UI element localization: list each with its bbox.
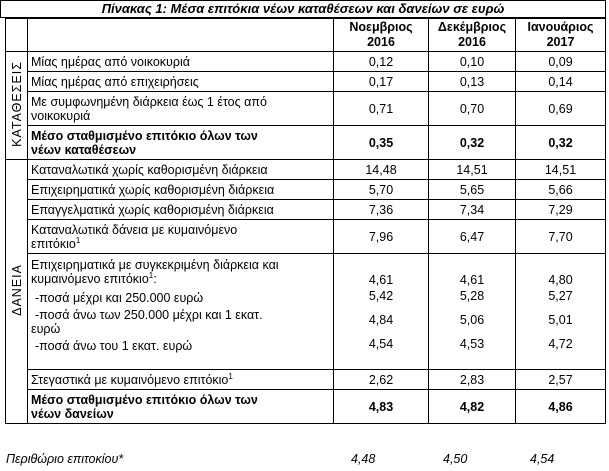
footer-label: Περιθώριο επιτοκίου* xyxy=(6,452,124,466)
table-cell: 2,83 xyxy=(429,370,516,390)
table-cell: 14,48 xyxy=(334,160,429,180)
table-cell: 7,96 xyxy=(334,220,429,254)
row-label-line: Μέσο σταθμισμένο επιτόκιο όλων των xyxy=(31,392,258,407)
cell-value: 4,84 xyxy=(368,313,394,327)
row-label xyxy=(28,390,334,424)
column-header-jan-2017 xyxy=(516,19,606,52)
table-row xyxy=(6,160,606,180)
footnote-marker: 1 xyxy=(75,235,81,245)
row-label xyxy=(28,92,334,126)
column-header-nov-2016 xyxy=(334,19,429,52)
column-header-dec-2016 xyxy=(429,19,516,52)
row-label: Μίας ημέρας από νοικοκυριά xyxy=(28,52,334,72)
row-label-text: επιτόκιο xyxy=(31,236,76,251)
row-label-line: νέων δανείων xyxy=(31,406,114,421)
row-label-line: Επιχειρηματικά με συγκεκριμένη διάρκεια και xyxy=(31,258,279,272)
column-header-line: Δεκέμβριος xyxy=(437,20,507,34)
table-cell: 14,51 xyxy=(429,160,516,180)
cell-value: 5,42 xyxy=(368,289,394,303)
table-cell: 2,62 xyxy=(334,370,429,390)
table-cell: 4,83 xyxy=(334,390,429,424)
table-cell: 5,65 xyxy=(429,180,516,200)
row-label-line: Μέσο σταθμισμένο επιτόκιο όλων των xyxy=(31,128,258,143)
footer-row xyxy=(0,450,609,470)
table-cell: 0,09 xyxy=(516,52,606,72)
table-cell: 5,70 xyxy=(334,180,429,200)
row-label: Καταναλωτικά χωρίς καθορισμένη διάρκεια xyxy=(28,160,334,180)
footer-value: 4,54 xyxy=(530,452,555,466)
table-cell xyxy=(334,254,429,370)
footnote-marker: 1 xyxy=(148,270,154,280)
table-row xyxy=(6,180,606,200)
row-label: Επιχειρηματικά χωρίς καθορισμένη διάρκεια xyxy=(28,180,334,200)
table-row xyxy=(6,52,606,72)
table-cell: 7,29 xyxy=(516,200,606,220)
table-row xyxy=(6,72,606,92)
table-cell: 7,70 xyxy=(516,220,606,254)
row-label xyxy=(28,126,334,160)
footnote-marker: 1 xyxy=(228,371,233,381)
label-header-cell xyxy=(28,19,334,52)
cell-value: 5,01 xyxy=(548,313,573,327)
row-label-line: νέων καταθέσεων xyxy=(31,142,137,157)
table-cell: 0,32 xyxy=(429,126,516,160)
table-cell: 7,34 xyxy=(429,200,516,220)
row-label: Μίας ημέρας από επιχειρήσεις xyxy=(28,72,334,92)
sub-row-label: -ποσά άνω των 250.000 μέχρι και 1 εκατ. xyxy=(35,308,263,322)
table-row-business-loans xyxy=(6,254,606,370)
column-header-line: 2016 xyxy=(367,35,395,49)
sub-row-label: -ποσά μέχρι και 250.000 ευρώ xyxy=(35,291,204,305)
cell-value: 5,28 xyxy=(459,289,485,303)
row-label-text: : xyxy=(153,272,157,286)
table-cell: 0,14 xyxy=(516,72,606,92)
table-cell: 0,13 xyxy=(429,72,516,92)
table-row xyxy=(6,92,606,126)
corner-cell xyxy=(6,19,28,52)
table-cell: 5,66 xyxy=(516,180,606,200)
table-row xyxy=(6,200,606,220)
cell-value: 4,54 xyxy=(368,337,394,351)
row-label xyxy=(28,220,334,254)
footer-value: 4,50 xyxy=(443,452,468,466)
table-cell: 0,17 xyxy=(334,72,429,92)
row-label-line: νοικοκυριά xyxy=(31,108,91,123)
interest-rates-table xyxy=(5,18,606,424)
sub-row-label: ευρώ xyxy=(31,322,61,336)
row-label-line: Με συμφωνημένη διάρκεια έως 1 έτος από xyxy=(31,94,267,109)
cell-value: 4,72 xyxy=(548,337,573,351)
table-cell: 0,32 xyxy=(516,126,606,160)
table-cell: 2,57 xyxy=(516,370,606,390)
table-cell: 0,35 xyxy=(334,126,429,160)
table-cell xyxy=(516,254,606,370)
cell-value: 4,80 xyxy=(548,273,573,287)
row-label xyxy=(28,370,334,390)
table-row-total-deposits xyxy=(6,126,606,160)
table-cell: 6,47 xyxy=(429,220,516,254)
table-cell: 4,82 xyxy=(429,390,516,424)
cell-value: 5,06 xyxy=(459,313,485,327)
row-label-text: Στεγαστικά με κυμαινόμενο επιτόκιο xyxy=(31,372,229,387)
row-label xyxy=(28,254,334,370)
row-label-line xyxy=(31,272,330,286)
row-label: Επαγγελματικά χωρίς καθορισμένη διάρκεια xyxy=(28,200,334,220)
table-cell: 0,70 xyxy=(429,92,516,126)
table-cell: 14,51 xyxy=(516,160,606,180)
sub-row-label: -ποσά άνω του 1 εκατ. ευρώ xyxy=(35,339,193,353)
table-cell: 0,10 xyxy=(429,52,516,72)
section-label-loans: ΔΑΝΕΙΑ xyxy=(6,160,28,424)
table-row-total-loans xyxy=(6,390,606,424)
cell-value: 5,27 xyxy=(548,289,573,303)
column-header-line: Νοεμβριος xyxy=(349,20,413,34)
column-header-line: Ιανουάριος xyxy=(527,20,594,34)
column-header-line: 2016 xyxy=(458,35,486,49)
column-header-line: 2017 xyxy=(546,35,575,49)
footer-value: 4,48 xyxy=(351,452,376,466)
table-row xyxy=(6,220,606,254)
row-label-text: κυμαινόμενο επιτόκιο xyxy=(31,272,149,286)
table-title: Πίνακας 1: Μέσα επιτόκια νέων καταθέσεων και δανείων σε ευρώ xyxy=(0,0,606,18)
cell-value: 4,61 xyxy=(459,273,485,287)
table-cell: 0,69 xyxy=(516,92,606,126)
cell-value: 4,53 xyxy=(459,337,485,351)
row-label-line: Καταναλωτικά δάνεια με κυμαινόμενο xyxy=(31,222,238,237)
section-label-deposits: ΚΑΤΑΘΕΣΕΙΣ xyxy=(6,52,28,160)
row-label-line xyxy=(31,237,330,251)
table-cell: 7,36 xyxy=(334,200,429,220)
table-cell xyxy=(429,254,516,370)
table-cell: 0,71 xyxy=(334,92,429,126)
cell-value: 4,61 xyxy=(368,273,394,287)
table-cell: 0,12 xyxy=(334,52,429,72)
table-row xyxy=(6,370,606,390)
table-cell: 4,86 xyxy=(516,390,606,424)
